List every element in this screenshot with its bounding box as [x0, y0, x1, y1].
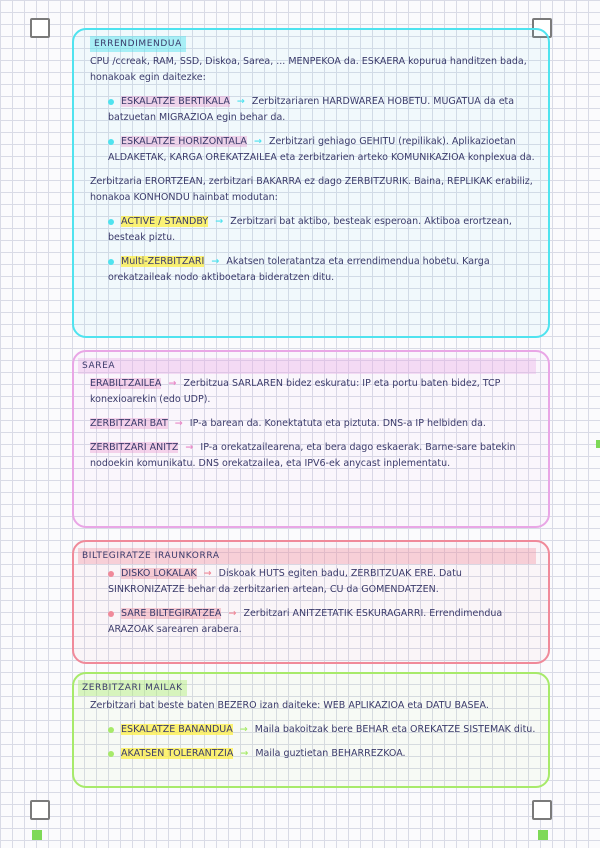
multi-server-item: [108, 254, 536, 286]
vertical-scaling-item: [108, 94, 536, 126]
arrow-right-icon: →: [211, 256, 220, 267]
page-tab: [32, 830, 42, 840]
term-text: Maila bakoitzak bere BEHAR eta OREKATZE SISTEMAK ditu.: [254, 724, 536, 735]
arrow-right-icon: →: [253, 136, 262, 147]
term-text: Akatsen toleratantza eta errendimendua hobetu. Karga orekatzaileak nodo aktiboetara bideratzen ditu.: [108, 256, 490, 283]
term-text: Zerbitzua SARLAREN bidez eskuratu: IP eta portu baten bidez, TCP konexioarekin (edo UDP).: [90, 378, 501, 405]
local-disk-item: [108, 566, 536, 598]
network-storage-item: [108, 606, 536, 638]
term-text: IP-a barean da. Konektatuta eta piztuta. DNS-a IP helbiden da.: [189, 418, 486, 429]
bullet-icon: [108, 139, 114, 145]
term-label: ESKALATZE BANANDUA: [121, 724, 233, 735]
corner-mark-icon: [30, 18, 50, 38]
term-text: Zerbitzari ANITZETATIK ESKURAGARRI. Errendimendua ARAZOAK sarearen arabera.: [108, 608, 503, 635]
term-text: IP-a orekatzailearena, eta bera dago eskaerak. Barne-sare batekin nodoekin komunikatu. DNS orekatzailea, eta IPV6-ek anycast inplementatu.: [90, 442, 516, 469]
term-text: Zerbitzariaren HARDWAREA HOBETU. MUGATUA da eta batzuetan MIGRAZIOA egin behar da.: [108, 96, 515, 123]
term-label: SARE BILTEGIRATZEA: [121, 608, 222, 619]
single-server-item: [90, 416, 536, 432]
section-errendimendua: [72, 28, 550, 338]
bullet-icon: [108, 571, 114, 577]
horizontal-scaling-item: [108, 134, 536, 166]
term-label: ZERBITZARI BAT: [90, 418, 168, 429]
bullet-icon: [108, 219, 114, 225]
section-zerbitzari-mailak: [72, 672, 550, 788]
arrow-right-icon: →: [215, 216, 224, 227]
term-text: Maila guztietan BEHARREZKOA.: [255, 748, 406, 759]
section-biltegiratze: [72, 540, 550, 664]
corner-mark-icon: [30, 800, 50, 820]
term-label: DISKO LOKALAK: [121, 568, 197, 579]
arrow-right-icon: →: [185, 442, 194, 453]
section-title: BILTEGIRATZE IRAUNKORRA: [78, 548, 536, 564]
arrow-right-icon: →: [236, 96, 245, 107]
term-label: ACTIVE / STANDBY: [121, 216, 209, 227]
page-tab: [596, 440, 600, 448]
term-label: AKATSEN TOLERANTZIA: [121, 748, 234, 759]
section-intro: CPU /ccreak, RAM, SSD, Diskoa, Sarea, ... MENPEKOA da. ESKAERA kopurua handitzen bada, honakoak egin daitezke:: [90, 56, 527, 83]
arrow-right-icon: →: [168, 378, 177, 389]
arrow-right-icon: →: [240, 748, 249, 759]
corner-mark-icon: [532, 800, 552, 820]
distributed-scaling-item: [108, 722, 536, 738]
arrow-right-icon: →: [228, 608, 237, 619]
replication-paragraph: Zerbitzaria ERORTZEAN, zerbitzari BAKARRA ez dago ZERBITZURIK. Baina, REPLIKAK erabiliz, honakoa KONHONDU hainbat modutan:: [90, 176, 533, 203]
term-label: ERABILTZAILEA: [90, 378, 162, 389]
arrow-right-icon: →: [203, 568, 212, 579]
fault-tolerance-item: [108, 746, 536, 762]
section-title: ERRENDIMENDUA: [90, 36, 186, 52]
bullet-icon: [108, 611, 114, 617]
bullet-icon: [108, 99, 114, 105]
term-label: ZERBITZARI ANITZ: [90, 442, 179, 453]
section-sarea: [72, 350, 550, 528]
arrow-right-icon: →: [174, 418, 183, 429]
arrow-right-icon: →: [239, 724, 248, 735]
term-label: Multi-ZERBITZARI: [121, 256, 205, 267]
multi-server-item: [90, 440, 536, 472]
section-title: ZERBITZARI MAILAK: [78, 680, 187, 696]
term-label: ESKALATZE BERTIKALA: [121, 96, 230, 107]
term-text: Diskoak HUTS egiten badu, ZERBITZUAK ERE. Datu SINKRONIZATZE behar da zerbitzarien artean, CU da GOMENDATZEN.: [108, 568, 462, 595]
active-standby-item: [108, 214, 536, 246]
section-title: SAREA: [78, 358, 536, 374]
bullet-icon: [108, 727, 114, 733]
bullet-icon: [108, 751, 114, 757]
bullet-icon: [108, 259, 114, 265]
term-text: Zerbitzari gehiago GEHITU (repilikak). Aplikazioetan ALDAKETAK, KARGA OREKATZAILEA eta zerbitzarien arteko KOMUNIKAZIOA konplexua da.: [108, 136, 535, 163]
user-item: [90, 376, 536, 408]
section-intro: Zerbitzari bat beste baten BEZERO izan daiteke: WEB APLIKAZIOA eta DATU BASEA.: [90, 700, 489, 711]
term-text: Zerbitzari bat aktibo, besteak esperoan. Aktiboa erortzean, besteak piztu.: [108, 216, 512, 243]
page-tab: [538, 830, 548, 840]
term-label: ESKALATZE HORIZONTALA: [121, 136, 247, 147]
